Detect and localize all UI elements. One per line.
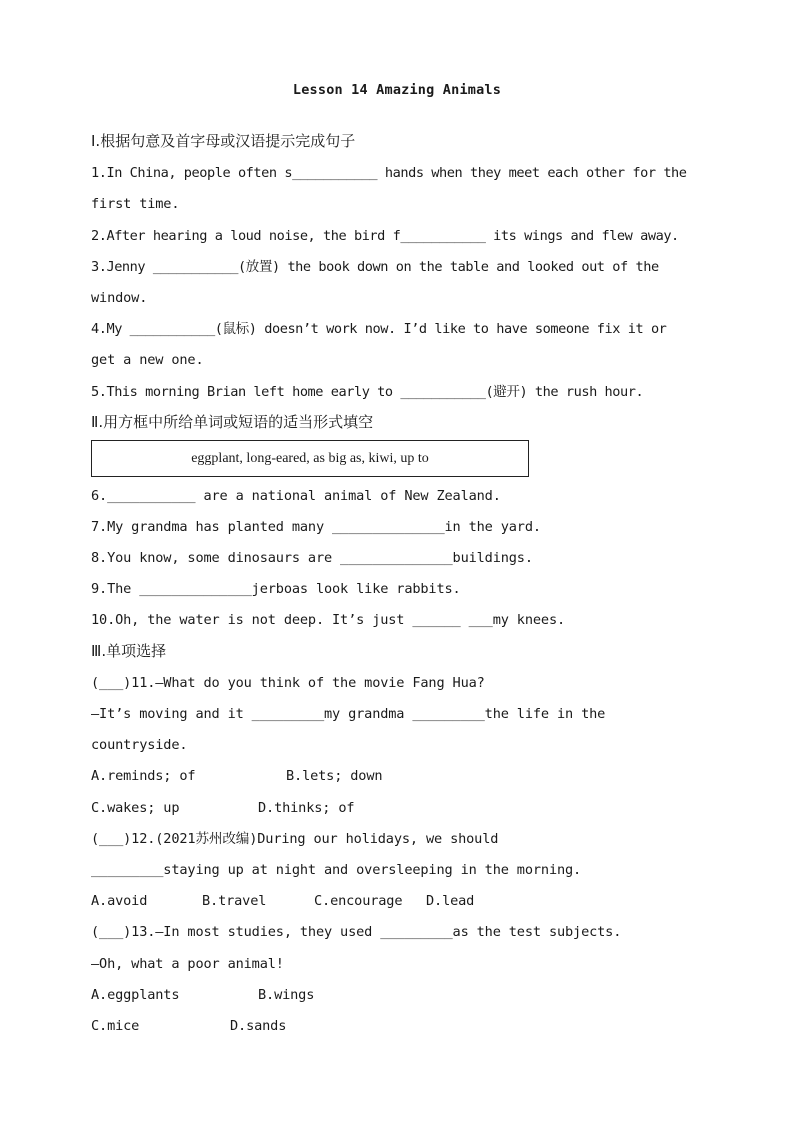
question-11-option-b: B.lets; down: [286, 768, 383, 784]
question-3-line-1: 3.Jenny ___________(放置) the book down on the table and looked out of the: [91, 259, 659, 275]
question-13-option-a: A.eggplants: [91, 987, 180, 1003]
question-7: 7.My grandma has planted many ______________in the yard.: [91, 519, 541, 535]
page-title: Lesson 14 Amazing Animals: [292, 82, 502, 98]
question-11-option-a: A.reminds; of: [91, 768, 196, 784]
question-12-option-b: B.travel: [202, 893, 267, 909]
question-11-option-d: D.thinks; of: [258, 800, 355, 816]
question-10: 10.Oh, the water is not deep. It’s just ______ ___my knees.: [91, 612, 566, 628]
word-box-text: eggplant, long-eared, as big as, kiwi, up to: [191, 451, 429, 466]
question-11-line-3: countryside.: [91, 737, 188, 753]
section-3-heading: Ⅲ.单项选择: [91, 642, 167, 660]
question-12-stem: (___)12.(2021苏州改编)During our holidays, we should: [91, 831, 499, 847]
question-11-stem: (___)11.—What do you think of the movie Fang Hua?: [91, 675, 485, 691]
question-1-line-2: first time.: [91, 196, 180, 212]
question-13-option-b: B.wings: [258, 987, 315, 1003]
question-13-option-d: D.sands: [230, 1018, 287, 1034]
question-12-line-2: _________staying up at night and oversleeping in the morning.: [91, 862, 582, 878]
question-3-line-2: window.: [91, 290, 148, 306]
question-12-option-d: D.lead: [426, 893, 475, 909]
question-13-option-c: C.mice: [91, 1018, 140, 1034]
question-11-option-c: C.wakes; up: [91, 800, 180, 816]
question-12-option-a: A.avoid: [91, 893, 148, 909]
question-12-option-c: C.encourage: [314, 893, 403, 909]
section-1-heading: Ⅰ.根据句意及首字母或汉语提示完成句子: [91, 132, 356, 150]
question-11-line-2: —It’s moving and it _________my grandma _________the life in the: [91, 706, 606, 722]
question-13-stem: (___)13.—In most studies, they used _________as the test subjects.: [91, 924, 622, 940]
question-5: 5.This morning Brian left home early to ___________(避开) the rush hour.: [91, 384, 644, 400]
question-4-line-2: get a new one.: [91, 352, 204, 368]
question-4-line-1: 4.My ___________(鼠标) doesn’t work now. I’d like to have someone fix it or: [91, 321, 667, 337]
section-2-heading: Ⅱ.用方框中所给单词或短语的适当形式填空: [91, 413, 374, 431]
question-13-line-2: —Oh, what a poor animal!: [91, 956, 284, 972]
question-9: 9.The ______________jerboas look like rabbits.: [91, 581, 461, 597]
question-6: 6.___________ are a national animal of New Zealand.: [91, 488, 501, 504]
question-1-line-1: 1.In China, people often s___________ hands when they meet each other for the: [91, 165, 687, 181]
question-8: 8.You know, some dinosaurs are ______________buildings.: [91, 550, 533, 566]
question-2: 2.After hearing a loud noise, the bird f___________ its wings and flew away.: [91, 228, 679, 244]
word-box: [91, 440, 529, 477]
